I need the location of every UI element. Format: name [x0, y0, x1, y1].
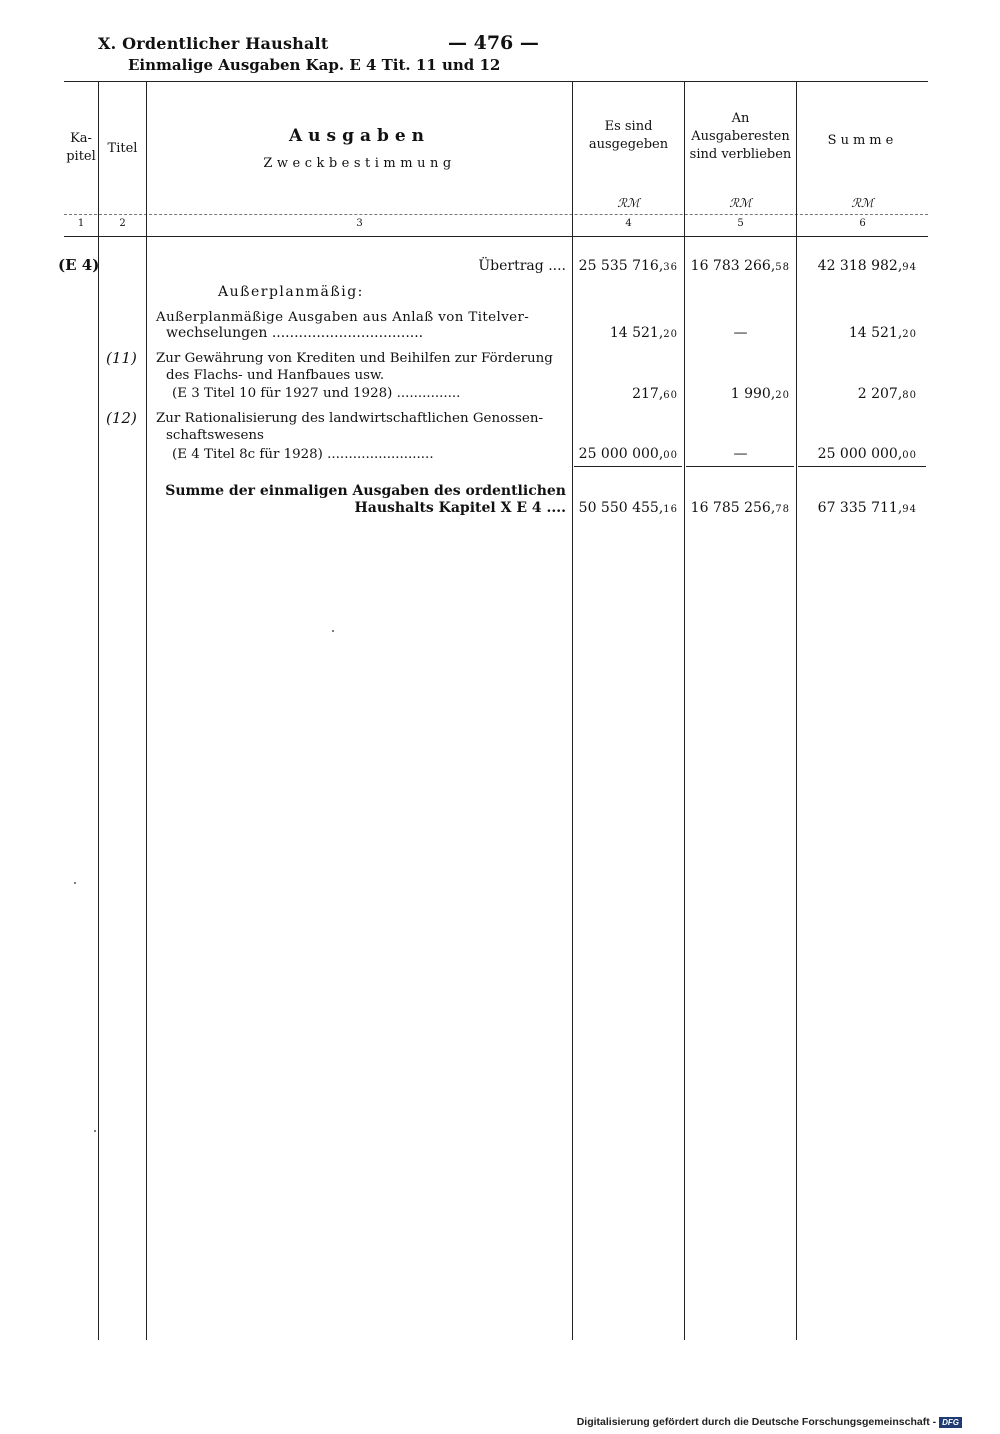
column-number-5: 5	[737, 218, 744, 229]
dfg-logo: DFG	[939, 1417, 962, 1428]
header-unit-rule	[64, 214, 928, 215]
uebertrag-col4: 25 535 716,36	[578, 258, 678, 274]
table-top-rule	[64, 81, 928, 82]
section-heading: X. Ordentlicher Haushalt	[98, 34, 329, 53]
credit-text: Digitalisierung gefördert durch die Deutsche Forschungsgemeinschaft -	[576, 1416, 937, 1428]
subtotal-rule-col4	[574, 466, 682, 467]
row2-line1: Zur Gewährung von Krediten und Beihilfen zur Förderung	[156, 351, 553, 366]
row3-col5: —	[733, 446, 748, 462]
section-subheading: Einmalige Ausgaben Kap. E 4 Tit. 11 und 12	[128, 56, 501, 74]
row3-titel: (12)	[106, 409, 137, 427]
header-ausgabereste: An Ausgaberesten sind verblieben	[689, 111, 792, 162]
uebertrag-col5: 16 783 266,58	[690, 258, 790, 274]
subtotal-rule-col5	[686, 466, 794, 467]
unit-label-col6: ℛℳ	[851, 196, 874, 210]
column-number-2: 2	[119, 218, 126, 229]
header-titel: Titel	[107, 141, 138, 156]
column-number-1: 1	[77, 218, 85, 229]
unit-label-col5: ℛℳ	[729, 196, 752, 210]
total-col4: 50 550 455,16	[578, 500, 678, 516]
row1-line2: wechselungen ..................................	[166, 325, 424, 341]
row3-line2: schaftswesens	[166, 428, 264, 443]
scan-speck	[74, 882, 76, 884]
scan-speck	[332, 630, 334, 632]
header-ausgegeben: Es sind ausgegeben	[588, 119, 669, 152]
ausserplanmaessig-label: Außerplanmäßig:	[218, 284, 364, 300]
digitization-credit	[577, 1416, 962, 1428]
column-number-6: 6	[859, 218, 866, 229]
row2-col4: 217,60	[632, 386, 678, 402]
row2-line2: des Flachs- und Hanfbaues usw.	[166, 368, 385, 383]
header-ausgaben: Ausgaben	[288, 126, 431, 146]
column-number-4: 4	[625, 218, 632, 229]
row1-col6: 14 521,20	[848, 325, 917, 341]
header-summe: Summe	[827, 133, 898, 148]
row1-col5: —	[733, 325, 748, 341]
row1-col4: 14 521,20	[609, 325, 678, 341]
page-number: — 476 —	[448, 32, 539, 54]
row2-col5: 1 990,20	[730, 386, 790, 402]
total-line2: Haushalts Kapitel X E 4 ....	[354, 500, 566, 516]
header-kapitel: Ka- pitel	[66, 131, 96, 164]
row3-col4: 25 000 000,00	[578, 446, 678, 462]
row3-col6: 25 000 000,00	[817, 446, 917, 462]
row2-line3: (E 3 Titel 10 für 1927 und 1928) ...............	[172, 386, 461, 401]
total-col5: 16 785 256,78	[690, 500, 790, 516]
subtotal-rule-col6	[798, 466, 926, 467]
scan-speck	[94, 1130, 96, 1132]
unit-label-col4: ℛℳ	[617, 196, 640, 210]
header-bottom-rule	[64, 236, 928, 237]
total-col6: 67 335 711,94	[817, 500, 917, 516]
row3-line3: (E 4 Titel 8c für 1928) .........................	[172, 447, 434, 462]
col-divider-2	[146, 82, 147, 1340]
column-number-3: 3	[356, 218, 363, 229]
uebertrag-label: Übertrag ....	[478, 258, 566, 274]
row2-titel: (11)	[106, 349, 137, 367]
kapitel-label: (E 4)	[58, 256, 100, 274]
row1-line1: Außerplanmäßige Ausgaben aus Anlaß von Titelver-	[156, 310, 530, 325]
row2-col6: 2 207,80	[857, 386, 917, 402]
total-line1: Summe der einmaligen Ausgaben des ordentlichen	[165, 483, 566, 499]
uebertrag-col6: 42 318 982,94	[817, 258, 917, 274]
row3-line1: Zur Rationalisierung des landwirtschaftlichen Genossen-	[156, 411, 543, 426]
header-zweckbestimmung: Zweckbestimmung	[263, 156, 456, 171]
